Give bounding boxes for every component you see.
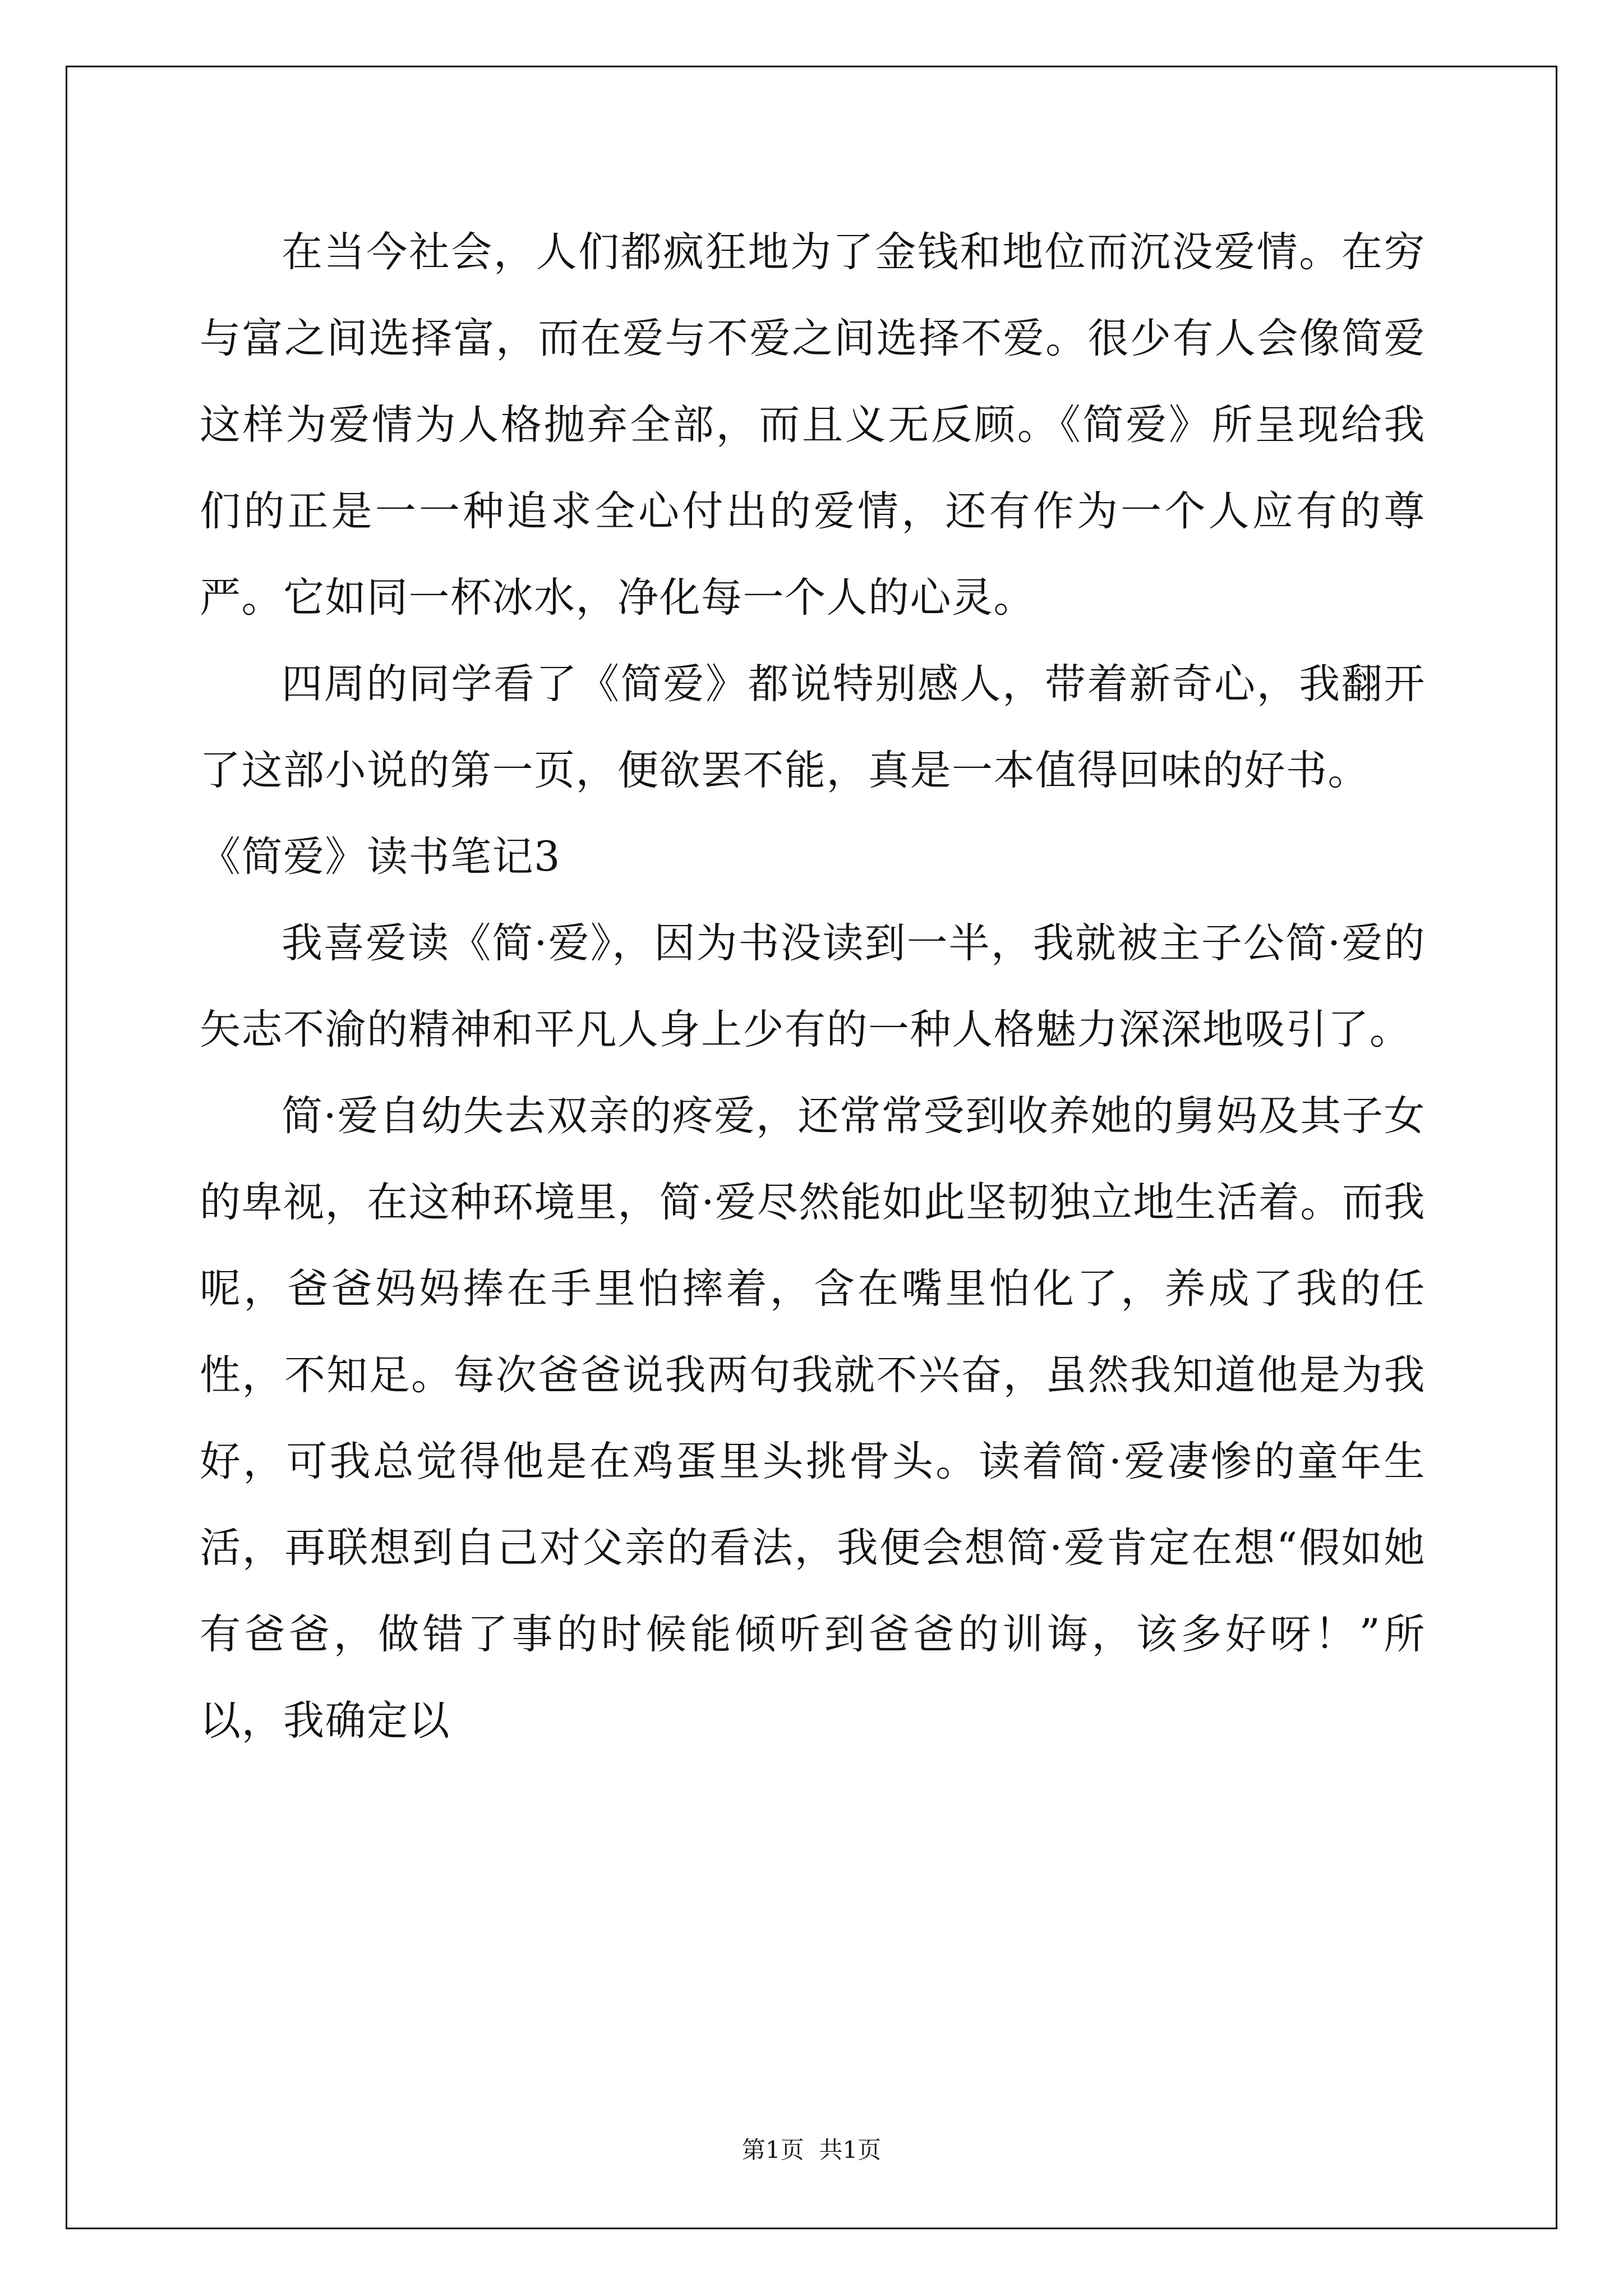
paragraph: 在当今社会，人们都疯狂地为了金钱和地位而沉没爱情。在穷与富之间选择富，而在爱与不爱之间选择不爱。很少有人会像简爱这样为爱情为人格抛弃全部，而且义无反顾。《简爱》所呈现给我们的正是一一种追求全心付出的爱情，还有作为一个人应有的尊严。它如同一杯冰水，净化每一个人的心灵。 [200, 228, 1426, 622]
paragraph: 四周的同学看了《简爱》都说特别感人，带着新奇心，我翻开了这部小说的第一页，便欲罢不能，真是一本值得回味的好书。 [200, 660, 1426, 794]
section-title: 《简爱》读书笔记3 [200, 833, 561, 881]
page-footer: 第1页 共1页 [741, 2136, 882, 2164]
document-body [200, 209, 1426, 1764]
paragraph: 我喜爱读《简·爱》，因为书没读到一半，我就被主子公简·爱的矢志不渝的精神和平凡人身上少有的一种人格魅力深深地吸引了。 [200, 919, 1426, 1053]
paragraph: 简·爱自幼失去双亲的疼爱，还常常受到收养她的舅妈及其子女的卑视，在这种环境里，简·爱尽然能如此坚韧独立地生活着。而我呢，爸爸妈妈捧在手里怕摔着，含在嘴里怕化了，养成了我的任性，不知足。每次爸爸说我两句我就不兴奋，虽然我知道他是为我好，可我总觉得他是在鸡蛋里头挑骨头。读着简·爱凄惨的童年生活，再联想到自己对父亲的看法，我便会想简·爱肯定在想“假如她有爸爸，做错了事的时候能倾听到爸爸的训诲，该多好呀！”所以，我确定以 [200, 1092, 1426, 1745]
